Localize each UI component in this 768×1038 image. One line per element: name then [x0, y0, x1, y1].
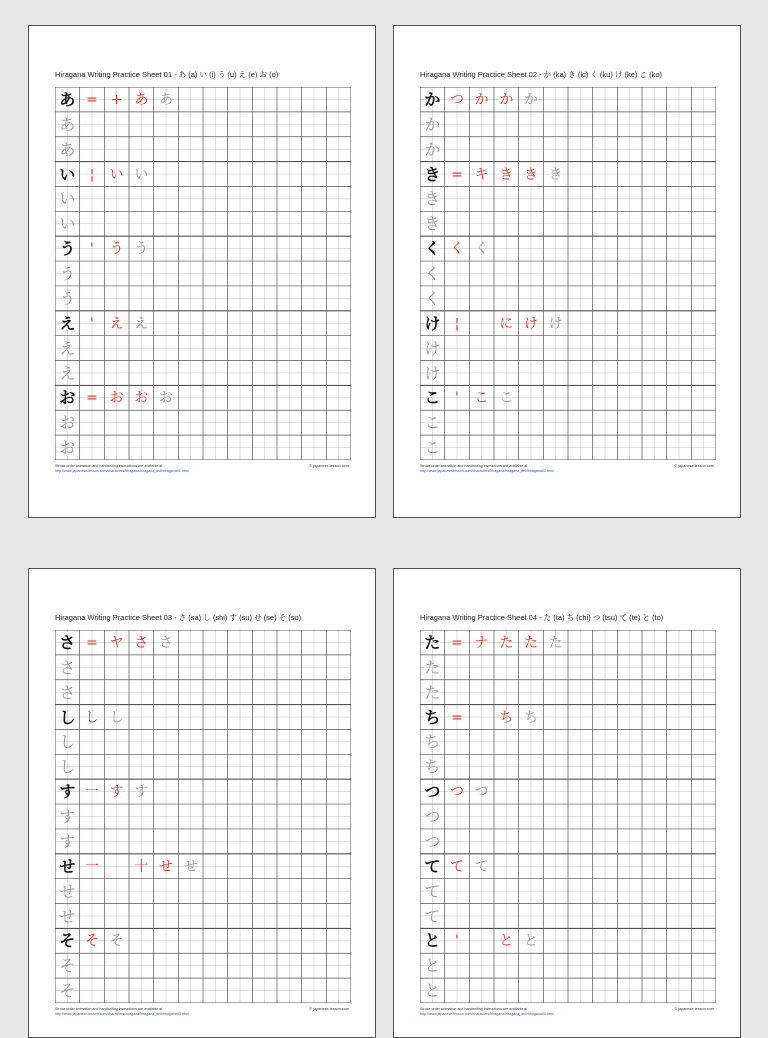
model-kana: さ [59, 633, 76, 652]
stroke-order-step: せ [158, 858, 173, 875]
sheet-title: Hiragana Writing Practice Sheet 01 - あ (a) い (i) う (u) え (e) お (o) [55, 70, 279, 79]
stroke-order-step: く [449, 241, 464, 258]
sheet-title: Hiragana Writing Practice Sheet 04 - た (ta) ち (chi) つ (tsu) て (te) と (to) [420, 613, 664, 622]
model-kana: う [59, 239, 76, 259]
tracing-kana: そ [59, 956, 76, 976]
tracing-kana: え [59, 338, 76, 358]
stroke-order-step: せ [183, 858, 198, 875]
stroke-order-step: た [499, 635, 514, 651]
stroke-order-step: さ [134, 635, 149, 651]
footer-note [55, 464, 189, 474]
stroke-order-step: 一 [84, 784, 99, 801]
practice-grid [420, 630, 716, 1003]
stroke-order-step: そ [109, 933, 124, 950]
stroke-order-step: ち [499, 709, 514, 726]
footer-note-text: Stroke order animation and handwriting instructions are available at [55, 1007, 163, 1011]
stroke-order-step: か [523, 92, 538, 108]
stroke-order-step: こ [474, 390, 489, 407]
stroke-order-step: た [548, 635, 563, 651]
model-kana: く [424, 239, 441, 259]
tracing-kana: う [59, 288, 76, 308]
tracing-kana: き [424, 214, 441, 234]
stroke-order-step: = [451, 166, 463, 183]
tracing-kana: ち [424, 757, 441, 777]
stroke-order-step: ' [455, 933, 459, 950]
stroke-order-step: = [451, 709, 463, 726]
practice-sheet-02 [393, 25, 741, 518]
footer-note [55, 1007, 189, 1017]
footer-note [420, 464, 554, 474]
tracing-kana: た [424, 657, 441, 677]
tracing-kana: け [424, 338, 441, 358]
tracing-kana: ち [424, 732, 441, 752]
stroke-order-step: え [134, 315, 149, 332]
model-kana: こ [424, 388, 441, 408]
copyright: © japanese-lesson.com [674, 464, 714, 468]
tracing-kana: せ [59, 881, 76, 901]
footer-url[interactable]: http://www.japanese-lesson.com/characters/hiragana/hiragana_drill/hiragana02.html [420, 469, 554, 473]
sheet-title: Hiragana Writing Practice Sheet 02 - か (ka) き (ki) く (ku) け (ke) こ (ko) [420, 70, 662, 79]
tracing-kana: そ [59, 981, 76, 1001]
tracing-kana: し [59, 757, 76, 777]
footer-url[interactable]: http://www.japanese-lesson.com/characters/hiragana/hiragana_drill/hiragana01.html [55, 469, 189, 473]
tracing-kana: し [59, 732, 76, 752]
stroke-order-step: か [474, 92, 489, 108]
model-kana: て [424, 856, 441, 876]
tracing-kana: お [59, 438, 76, 458]
tracing-kana: と [424, 956, 441, 976]
practice-grid [55, 630, 351, 1003]
model-kana: そ [59, 931, 76, 951]
footer-note-text: Stroke order animation and handwriting instructions are available at [420, 464, 528, 468]
stroke-order-step: に [499, 315, 514, 332]
tracing-kana: こ [424, 438, 441, 458]
tracing-kana: て [424, 881, 441, 901]
practice-sheet-03 [28, 568, 376, 1038]
stroke-order-step: ' [90, 315, 94, 332]
tracing-kana: つ [424, 807, 441, 827]
stroke-order-step: お [134, 390, 149, 407]
model-kana: た [424, 633, 441, 652]
stroke-order-step: あ [134, 92, 149, 108]
tracing-kana: け [424, 363, 441, 383]
tracing-kana: え [59, 363, 76, 383]
stroke-order-step: と [523, 933, 538, 950]
stroke-order-step: き [548, 166, 563, 183]
tracing-kana: と [424, 981, 441, 1001]
model-kana: つ [424, 782, 441, 802]
stroke-order-step: ヤ [109, 635, 124, 651]
model-kana: け [424, 313, 441, 333]
tracing-kana: こ [424, 413, 441, 433]
tracing-kana: か [424, 114, 441, 134]
model-kana: ち [424, 707, 441, 727]
stroke-order-step: す [109, 784, 124, 801]
stroke-order-step: い [134, 166, 149, 183]
tracing-kana: お [59, 413, 76, 433]
practice-grid [55, 87, 351, 460]
tracing-kana: す [59, 807, 76, 827]
tracing-kana: く [424, 288, 441, 308]
tracing-kana: あ [59, 114, 76, 134]
tracing-kana: た [424, 682, 441, 702]
stroke-order-step: 一 [84, 858, 99, 875]
model-kana: と [424, 931, 441, 951]
footer-note-text: Stroke order animation and handwriting instructions are available at [420, 1007, 528, 1011]
tracing-kana: さ [59, 657, 76, 677]
stroke-order-step: ' [455, 390, 459, 407]
tracing-kana: い [59, 214, 76, 234]
stroke-order-step: = [86, 390, 98, 407]
stroke-order-step: ¦ [454, 315, 460, 332]
stroke-order-step: ¦ [89, 166, 95, 183]
stroke-order-step: + [110, 92, 123, 108]
footer-url[interactable]: http://www.japanese-lesson.com/characters/hiragana/hiragana_drill/hiragana04.html [420, 1012, 554, 1016]
stroke-order-step: い [109, 166, 124, 183]
tracing-kana: き [424, 189, 441, 209]
tracing-kana: く [424, 264, 441, 284]
stroke-order-step: 十 [134, 858, 149, 875]
copyright: © japanese-lesson.com [309, 464, 349, 468]
model-kana: あ [59, 90, 76, 109]
model-kana: か [424, 90, 441, 109]
model-kana: し [59, 707, 76, 727]
stroke-order-step: ち [523, 709, 538, 726]
stroke-order-step: け [523, 315, 538, 332]
tracing-kana: あ [59, 139, 76, 159]
practice-sheet-01 [28, 25, 376, 518]
copyright: © japanese-lesson.com [674, 1007, 714, 1011]
sheet-title: Hiragana Writing Practice Sheet 03 - さ (sa) し (shi) す (su) せ (se) そ (so) [55, 613, 302, 622]
stroke-order-step: う [109, 241, 124, 258]
practice-grid [420, 87, 716, 460]
stroke-order-step: つ [474, 784, 489, 801]
stroke-order-step: す [134, 784, 149, 801]
stroke-order-step: う [134, 241, 149, 258]
tracing-kana: さ [59, 682, 76, 702]
stroke-order-step: か [499, 92, 514, 108]
stroke-order-step: つ [449, 784, 464, 801]
stroke-order-step: て [449, 858, 464, 875]
footer-url[interactable]: http://www.japanese-lesson.com/characters/hiragana/hiragana_drill/hiragana03.html [55, 1012, 189, 1016]
model-kana: せ [59, 856, 76, 876]
tracing-kana: て [424, 906, 441, 926]
stroke-order-step: = [86, 635, 98, 651]
tracing-kana: か [424, 139, 441, 159]
model-kana: え [59, 313, 76, 333]
stroke-order-step: こ [499, 390, 514, 407]
stroke-order-step: = [451, 635, 463, 651]
stroke-order-step: つ [449, 92, 464, 108]
tracing-kana: せ [59, 906, 76, 926]
tracing-kana: う [59, 264, 76, 284]
stroke-order-step: と [499, 933, 514, 950]
stroke-order-step: き [499, 166, 514, 183]
stroke-order-step: く [474, 241, 489, 258]
footer-note-text: Stroke order animation and handwriting instructions are available at [55, 464, 163, 468]
stroke-order-step: ナ [474, 635, 489, 651]
footer-note [420, 1007, 554, 1017]
copyright: © japanese-lesson.com [309, 1007, 349, 1011]
tracing-kana: い [59, 189, 76, 209]
stroke-order-step: え [109, 315, 124, 332]
stroke-order-step: き [523, 166, 538, 183]
stroke-order-step: て [474, 858, 489, 875]
stroke-order-step: し [84, 709, 99, 726]
tracing-kana: す [59, 831, 76, 851]
stroke-order-step: キ [474, 166, 489, 183]
stroke-order-step: そ [84, 933, 99, 950]
stroke-order-step: け [548, 315, 563, 332]
model-kana: お [59, 388, 76, 408]
model-kana: い [59, 164, 76, 184]
stroke-order-step: あ [158, 92, 173, 108]
stroke-order-step: さ [158, 635, 173, 651]
stroke-order-step: お [158, 390, 173, 407]
stroke-order-step: = [86, 92, 98, 108]
practice-sheet-04 [393, 568, 741, 1038]
stroke-order-step: た [523, 635, 538, 651]
tracing-kana: つ [424, 831, 441, 851]
model-kana: き [424, 164, 441, 184]
model-kana: す [59, 782, 76, 802]
stroke-order-step: し [109, 709, 124, 726]
stroke-order-step: お [109, 390, 124, 407]
stroke-order-step: ' [90, 241, 94, 258]
